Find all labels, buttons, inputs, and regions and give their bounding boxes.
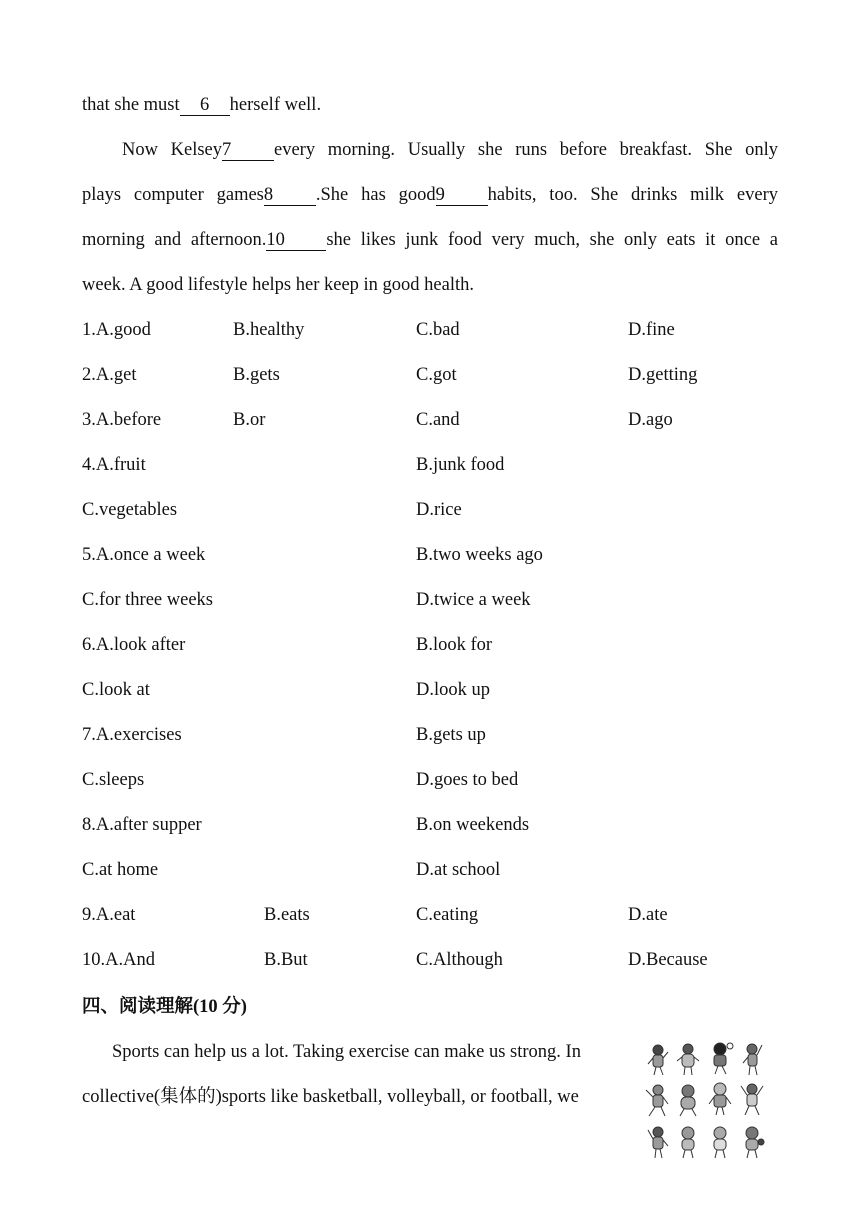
option-c: C.sleeps [82,770,145,790]
text: she likes junk food very much, she only eats it once a [326,230,778,250]
section-heading: 四、阅读理解(10 分) [82,997,247,1017]
passage-line-1 [82,92,778,118]
passage-line-5: week. A good lifestyle helps her keep in good health. [82,275,475,295]
figure-icon [680,1085,696,1116]
option-a: 8.A.after supper [82,815,202,835]
passage-line-2 [82,137,778,163]
text: that she must [82,95,180,115]
option-a: 2.A.get [82,365,137,385]
option-c: C.and [416,410,460,430]
option-c: C.bad [416,320,460,340]
option-b: B.junk food [416,455,505,475]
figure-icon [714,1043,733,1074]
option-b: B.healthy [233,320,305,340]
text: Now Kelsey [122,140,222,160]
text: .She has good [315,185,436,205]
text: herself well. [229,95,322,115]
option-d: D.ate [628,905,668,925]
option-b: B.on weekends [416,815,530,835]
option-b: B.eats [264,905,310,925]
reading-line-1: Sports can help us a lot. Taking exercise can make us strong. In [112,1042,581,1062]
text: every morning. Usually she runs before breakfast. She only [274,140,778,160]
text: morning and afternoon. [82,230,267,250]
reading-line-2: collective(集体的)sports like basketball, volleyball, or football, we [82,1087,579,1107]
option-d: D.fine [628,320,675,340]
figure-icon [682,1127,694,1158]
option-d: D.getting [628,365,698,385]
option-c: C.look at [82,680,150,700]
option-d: D.look up [416,680,490,700]
text: plays computer games [82,185,264,205]
figure-icon [743,1044,762,1075]
figure-icon [746,1127,764,1158]
option-c: C.at home [82,860,159,880]
option-d: D.at school [416,860,501,880]
option-c: C.Although [416,950,503,970]
option-d: D.goes to bed [416,770,519,790]
passage-line-4 [82,227,778,253]
sports-figures-illustration [640,1040,770,1162]
option-d: D.ago [628,410,673,430]
option-c: C.eating [416,905,479,925]
option-a: 5.A.once a week [82,545,206,565]
option-d: D.twice a week [416,590,531,610]
option-a: 9.A.eat [82,905,136,925]
option-b: B.But [264,950,308,970]
option-a: 7.A.exercises [82,725,182,745]
figure-icon [714,1127,726,1158]
figure-icon [741,1084,763,1115]
figure-icon [677,1044,699,1075]
blank-8: 8 [264,185,316,206]
option-b: B.two weeks ago [416,545,543,565]
figure-icon [646,1085,668,1116]
option-a: 6.A.look after [82,635,186,655]
figure-icon [648,1127,668,1158]
option-b: B.look for [416,635,493,655]
option-b: B.gets up [416,725,486,745]
option-c: C.vegetables [82,500,178,520]
option-c: C.for three weeks [82,590,213,610]
figure-icon [709,1083,731,1115]
option-d: D.Because [628,950,708,970]
figure-icon [648,1045,668,1075]
blank-9: 9 [436,185,488,206]
option-a: 3.A.before [82,410,162,430]
blank-10: 10 [266,230,326,251]
text: habits, too. She drinks milk every [487,185,778,205]
option-d: D.rice [416,500,462,520]
passage-line-3 [82,182,778,208]
option-a: 1.A.good [82,320,151,340]
option-a: 10.A.And [82,950,155,970]
option-b: B.or [233,410,266,430]
option-b: B.gets [233,365,280,385]
option-a: 4.A.fruit [82,455,146,475]
option-c: C.got [416,365,457,385]
blank-7: 7 [222,140,274,161]
blank-6: 6 [180,95,230,116]
